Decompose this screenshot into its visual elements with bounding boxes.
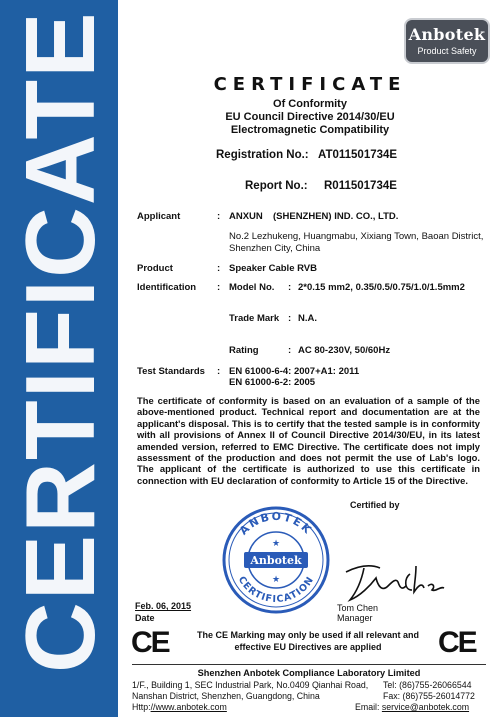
product-label: Product xyxy=(137,263,173,274)
applicant-name-rest: (SHENZHEN) IND. CO., LTD. xyxy=(273,211,399,222)
handwritten-signature xyxy=(340,556,450,606)
model-colon: : xyxy=(288,282,292,293)
directive-line: EU Council Directive 2014/30/EU xyxy=(225,111,395,123)
email-label: Email: xyxy=(355,702,382,712)
lab-name: Shenzhen Anbotek Compliance Laboratory Limited xyxy=(197,668,421,678)
ce-mark-left: CE xyxy=(131,626,169,659)
registration-number: AT011501734E xyxy=(318,149,398,161)
identification-colon: : xyxy=(217,282,221,293)
svg-text:★: ★ xyxy=(271,575,281,585)
emc-line: Electromagnetic Compatibility xyxy=(230,124,390,136)
standard-2: EN 61000-6-2: 2005 xyxy=(229,377,316,388)
model-label: Model No. xyxy=(229,282,275,293)
standards-label: Test Standards xyxy=(137,366,205,377)
website-link[interactable]: //www.anbotek.com xyxy=(150,702,227,712)
ce-note-line-2: effective EU Directives are applied xyxy=(234,642,382,652)
applicant-label: Applicant xyxy=(137,211,181,222)
applicant-address-1: No.2 Lezhukeng, Huangmabu, Xixiang Town, Baoan District, xyxy=(229,231,484,242)
registration-label: Registration No.: xyxy=(216,149,309,161)
date-label: Date xyxy=(135,613,155,623)
seal-center-text: Anbotek xyxy=(250,554,302,567)
certification-seal xyxy=(222,506,330,614)
email-link[interactable]: service@anbotek.com xyxy=(381,702,470,712)
standards-colon: : xyxy=(217,366,221,377)
issue-date: Feb. 06, 2015 xyxy=(135,601,192,611)
website-label: Http: xyxy=(132,702,151,712)
trademark-value: N.A. xyxy=(298,313,317,324)
report-label: Report No.: xyxy=(245,180,308,192)
certificate-title: CERTIFICATE xyxy=(213,74,407,95)
conformity-line: Of Conformity xyxy=(273,98,347,110)
footer-divider xyxy=(132,664,486,665)
logo-name: Anbotek xyxy=(408,25,486,44)
website-row xyxy=(132,702,227,712)
signer-title: Manager xyxy=(337,613,373,623)
applicant-address-2: Shenzhen City, China xyxy=(229,243,321,254)
seal-top-text: ANBOTEK xyxy=(237,509,315,538)
certificate-sidebar xyxy=(0,0,118,717)
lab-fax: Fax: (86)755-26014772 xyxy=(383,691,475,701)
trademark-colon: : xyxy=(288,313,292,324)
anbotek-logo xyxy=(404,18,490,64)
model-value: 2*0.15 mm2, 0.35/0.5/0.75/1.0/1.5mm2 xyxy=(298,282,465,293)
certified-by-label: Certified by xyxy=(350,500,400,510)
logo-tagline: Product Safety xyxy=(417,46,477,56)
lab-address-1: 1/F., Building 1, SEC Industrial Park, No.0409 Qianhai Road, xyxy=(132,680,369,690)
seal-bottom-text: CERTIFICATION xyxy=(235,574,317,606)
product-value: Speaker Cable RVB xyxy=(229,263,318,274)
applicant-colon: : xyxy=(217,211,221,222)
identification-label: Identification xyxy=(137,282,197,293)
rating-colon: : xyxy=(288,345,292,356)
standard-1: EN 61000-6-4: 2007+A1: 2011 xyxy=(229,366,360,377)
email-row xyxy=(355,702,469,712)
sidebar-vertical-word: CERTIFICATE xyxy=(5,10,115,673)
lab-telephone: Tel: (86)755-26066544 xyxy=(383,680,472,690)
ce-mark-right: CE xyxy=(438,626,476,659)
lab-address-2: Nanshan District, Shenzhen, Guangdong, China xyxy=(132,691,320,701)
rating-value: AC 80-230V, 50/60Hz xyxy=(298,345,391,356)
ce-note-line-1: The CE Marking may only be used if all relevant and xyxy=(196,630,420,640)
conformity-statement: The certificate of conformity is based on an evaluation of a sample of the above-mentioned product. Technical report and documentation are at the applicant's disposal. This is to certify that the tested sample is in conformity with all provisions of Annex II of Council Directive 2014/30/EU, in its latest amended version, referred to EMC Directive. The certificate does not imply assessment of the production and does not permit the use of Lab's logo. The applicant of the certificate is authorized to use this certificate in connection with EU declaration of conformity to Article 15 of the Directive. xyxy=(137,395,480,486)
trademark-label: Trade Mark xyxy=(229,313,280,324)
product-colon: : xyxy=(217,263,221,274)
signer-name: Tom Chen xyxy=(337,603,379,613)
rating-label: Rating xyxy=(229,345,259,356)
svg-text:★: ★ xyxy=(271,539,281,549)
applicant-name-brand: ANXUN xyxy=(229,211,263,222)
report-number: R011501734E xyxy=(324,180,397,192)
